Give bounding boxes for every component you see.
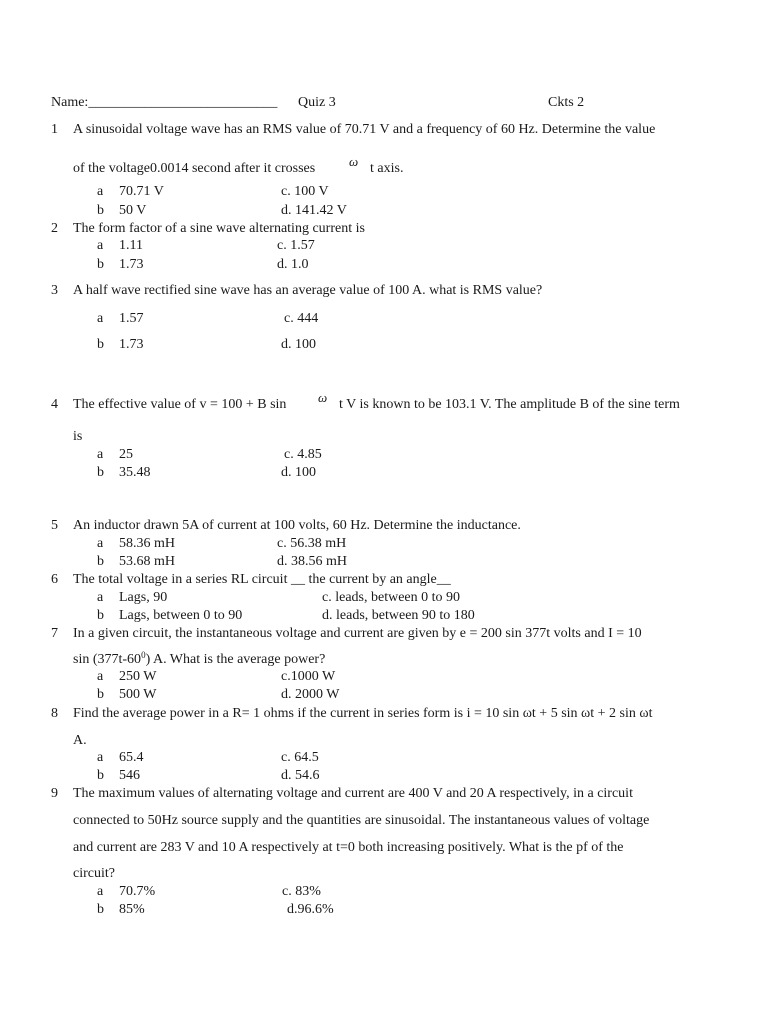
option-letter: a [97,311,104,326]
option-letter: b [97,257,104,272]
question-text: t V is known to be 103.1 V. The amplitude B of the sine term [339,397,680,412]
degree-superscript: 0 [141,650,146,660]
question-text: The form factor of a sine wave alternating current is [73,221,365,236]
question-number: 1 [51,122,58,137]
option-c: c.1000 W [281,669,336,684]
question-text: Find the average power in a R= 1 ohms if the current in series form is i = 10 sin ωt + 5 sin ωt + 2 sin ωt [73,706,653,721]
question-number: 4 [51,397,58,412]
question-number: 3 [51,283,58,298]
option-a: 25 [119,447,133,462]
question-text: The maximum values of alternating voltage and current are 400 V and 20 A respectively, in a circuit [73,786,633,801]
option-a: 58.36 mH [119,536,175,551]
option-c: c. 64.5 [281,750,319,765]
option-a: 70.71 V [119,184,164,199]
option-a: 70.7% [119,884,156,899]
option-d: d. 38.56 mH [277,554,347,569]
question-number: 2 [51,221,58,236]
question-number: 9 [51,786,58,801]
course-label: Ckts 2 [548,95,585,110]
question-text: In a given circuit, the instantaneous voltage and current are given by e = 200 sin 377t volts and I = 10 [73,626,642,641]
option-letter: b [97,608,104,623]
option-letter: a [97,669,104,684]
question-text: A half wave rectified sine wave has an average value of 100 A. what is RMS value? [73,283,543,298]
option-letter: a [97,238,104,253]
option-letter: b [97,554,104,569]
option-b: Lags, between 0 to 90 [119,608,243,623]
option-a: 1.11 [119,238,143,253]
question-text: circuit? [73,866,115,881]
option-b: 85% [119,902,145,917]
option-a: Lags, 90 [119,590,168,605]
option-d: d.96.6% [287,902,334,917]
option-b: 1.73 [119,337,144,352]
option-c: c. leads, between 0 to 90 [322,590,461,605]
question-number: 5 [51,518,58,533]
question-number: 7 [51,626,58,641]
question-number: 6 [51,572,58,587]
option-letter: b [97,687,104,702]
question-text: The total voltage in a series RL circuit __ the current by an angle__ [73,572,451,587]
option-letter: b [97,337,104,352]
option-c: c. 56.38 mH [277,536,347,551]
quiz-title: Quiz 3 [298,95,336,110]
question-text: An inductor drawn 5A of current at 100 volts, 60 Hz. Determine the inductance. [73,518,521,533]
option-c: c. 83% [282,884,321,899]
option-letter: a [97,184,104,199]
question-text: and current are 283 V and 10 A respectively at t=0 both increasing positively. What is the pf of the [73,840,624,855]
question-text: $\sin (377t-60^0)$ A. What is the average power? [73,650,326,667]
question-text: A. [73,733,87,748]
option-b: 500 W [119,687,157,702]
option-letter: a [97,447,104,462]
question-text: A sinusoidal voltage wave has an RMS value of 70.71 V and a frequency of 60 Hz. Determine the value [73,122,656,137]
option-b: 35.48 [119,465,151,480]
name-field: Name:___________________________ [51,95,278,110]
question-number: 8 [51,706,58,721]
option-letter: b [97,768,104,783]
option-letter: b [97,465,104,480]
omega-symbol: ω [318,390,328,405]
option-a: 250 W [119,669,157,684]
option-b: 53.68 mH [119,554,175,569]
option-letter: b [97,203,104,218]
question-text: connected to 50Hz source supply and the quantities are sinusoidal. The instantaneous values of voltage [73,813,650,828]
option-d: d. 100 [281,337,316,352]
option-letter: b [97,902,104,917]
option-a: 65.4 [119,750,144,765]
option-d: d. 141.42 V [281,203,347,218]
question-text: of the voltage0.0014 second after it crosses [73,161,316,176]
option-d: d. 100 [281,465,316,480]
option-letter: a [97,750,104,765]
option-a: 1.57 [119,311,144,326]
option-b: 50 V [119,203,147,218]
option-letter: a [97,590,104,605]
option-c: c. 444 [284,311,319,326]
question-text: is [73,429,83,444]
option-b: 546 [119,768,140,783]
option-letter: a [97,884,104,899]
option-c: c. 4.85 [284,447,322,462]
option-d: d. 1.0 [277,257,309,272]
omega-symbol: ω [349,154,359,169]
option-c: c. 100 V [281,184,329,199]
option-d: d. 2000 W [281,687,340,702]
option-b: 1.73 [119,257,144,272]
option-letter: a [97,536,104,551]
question-text: The effective value of v = 100 + B sin [73,397,287,412]
option-d: d. leads, between 90 to 180 [322,608,475,623]
question-text: t axis. [370,161,404,176]
option-d: d. 54.6 [281,768,320,783]
option-c: c. 1.57 [277,238,315,253]
